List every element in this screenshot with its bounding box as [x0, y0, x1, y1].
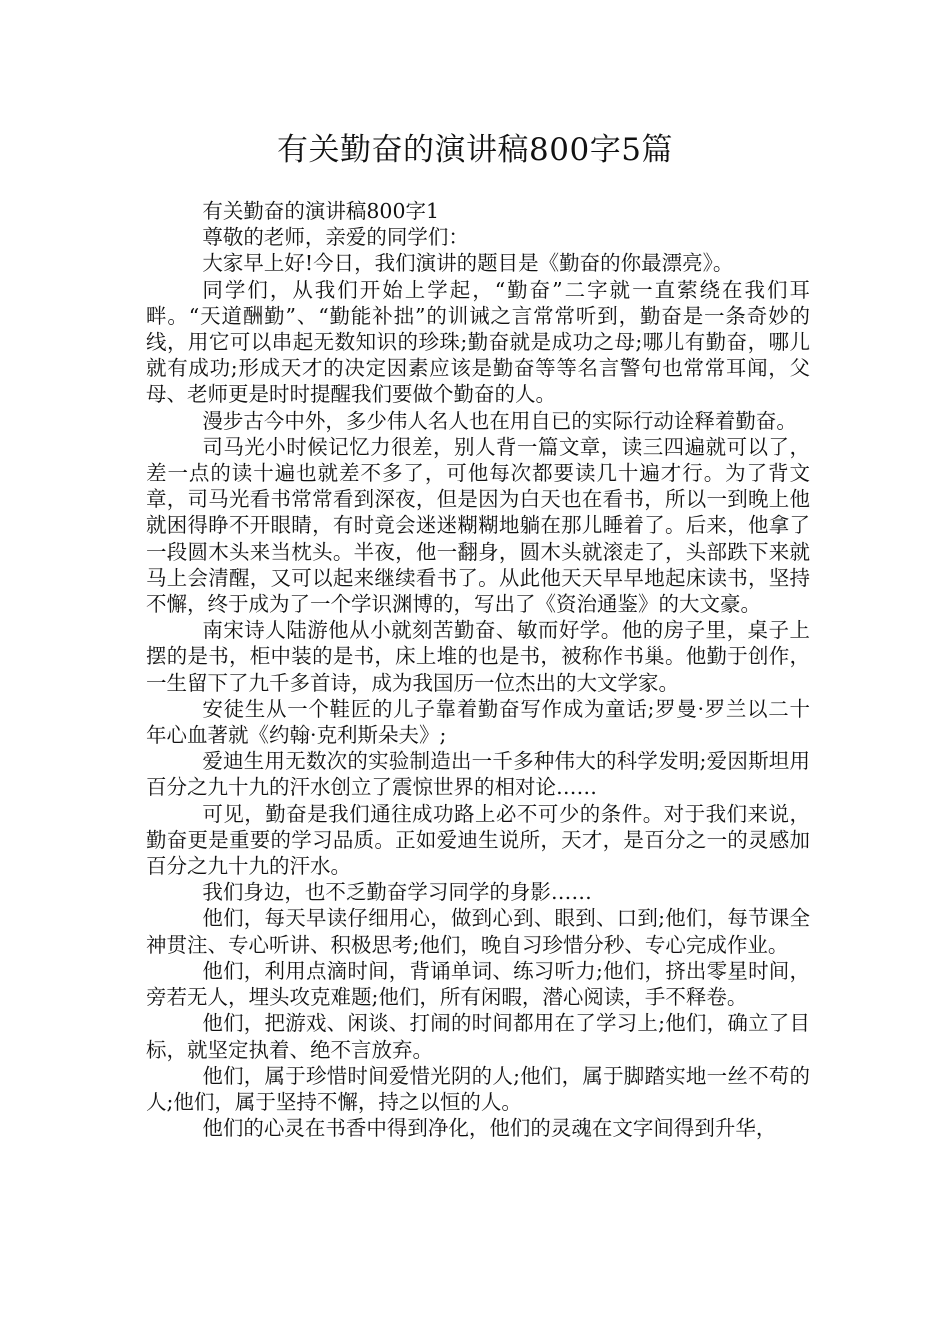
document-title: 有关勤奋的演讲稿800字5篇 [277, 132, 673, 168]
paragraph: 安徒生从一个鞋匠的儿子靠着勤奋写作成为童话;罗曼·罗兰以二十年心血著就《约翰·克利斯朵夫》; [146, 696, 810, 748]
paragraph-salutation: 尊敬的老师，亲爱的同学们： [202, 225, 469, 250]
paragraph-heading: 有关勤奋的演讲稿800字1 [202, 199, 440, 223]
paragraph: 他们的心灵在书香中得到净化，他们的灵魂在文字间得到升华， [202, 1116, 777, 1141]
paragraph: 爱迪生用无数次的实验制造出一千多种伟大的科学发明;爱因斯坦用百分之九十九的汗水创立了震惊世界的相对论…… [146, 749, 810, 800]
paragraph: 司马光小时候记忆力很差，别人背一篇文章，读三四遍就可以了，差一点的读十遍也就差不多了，可他每次都要读几十遍才行。为了背文章，司马光看书常常看到深夜，但是因为白天也在看书，所以一到晚上他就困得睁不开眼睛，有时竟会迷迷糊糊地躺在那儿睡着了。后来，他拿了一段圆木头来当枕头。半夜，他一翻身，圆木头就滚走了，头部跌下来就马上会清醒，又可以起来继续看书了。从此他天天早早地起床读书，坚持不懈，终于成为了一个学识渊博的，写出了《资治通鉴》的大文豪。 [146, 434, 810, 617]
paragraph: 他们，利用点滴时间，背诵单词、练习听力;他们，挤出零星时间，旁若无人，埋头攻克难题;他们，所有闲暇，潜心阅读，手不释卷。 [146, 958, 810, 1010]
paragraph: 漫步古今中外，多少伟人名人也在用自已的实际行动诠释着勤奋。 [202, 408, 797, 433]
paragraph: 他们，把游戏、闲谈、打闹的时间都用在了学习上;他们，确立了目标，就坚定执着、绝不言放弃。 [146, 1011, 810, 1062]
paragraph: 同学们，从我们开始上学起，“勤奋”二字就一直萦绕在我们耳畔。“天道酬勤”、“勤能补拙”的训诫之言常常听到，勤奋是一条奇妙的线，用它可以串起无数知识的珍珠;勤奋就是成功之母;哪儿有勤奋，哪儿就有成功;形成天才的决定因素应该是勤奋等等名言警句也常常耳闻，父母、老师更是时时提醒我们要做个勤奋的人。 [146, 277, 810, 407]
paragraph: 南宋诗人陆游他从小就刻苦勤奋、敏而好学。他的房子里，桌子上摆的是书，柜中装的是书，床上堆的也是书，被称作书巢。他勤于创作，一生留下了九千多首诗，成为我国历一位杰出的大文学家。 [146, 618, 810, 695]
paragraph: 他们，属于珍惜时间爱惜光阴的人;他们，属于脚踏实地一丝不苟的人;他们，属于坚持不懈，持之以恒的人。 [146, 1063, 810, 1114]
paragraph: 大家早上好!今日，我们演讲的题目是《勤奋的你最漂亮》。 [202, 251, 734, 276]
paragraph: 他们，每天早读仔细用心，做到心到、眼到、口到;他们，每节课全神贯注、专心听讲、积极思考;他们，晚自习珍惜分秒、专心完成作业。 [146, 906, 810, 957]
paragraph: 我们身边，也不乏勤奋学习同学的身影…… [202, 880, 592, 905]
document-body [146, 198, 810, 1141]
paragraph: 可见，勤奋是我们通往成功路上必不可少的条件。对于我们来说，勤奋更是重要的学习品质。正如爱迪生说所，天才，是百分之一的灵感加百分之九十九的汗水。 [146, 801, 810, 879]
